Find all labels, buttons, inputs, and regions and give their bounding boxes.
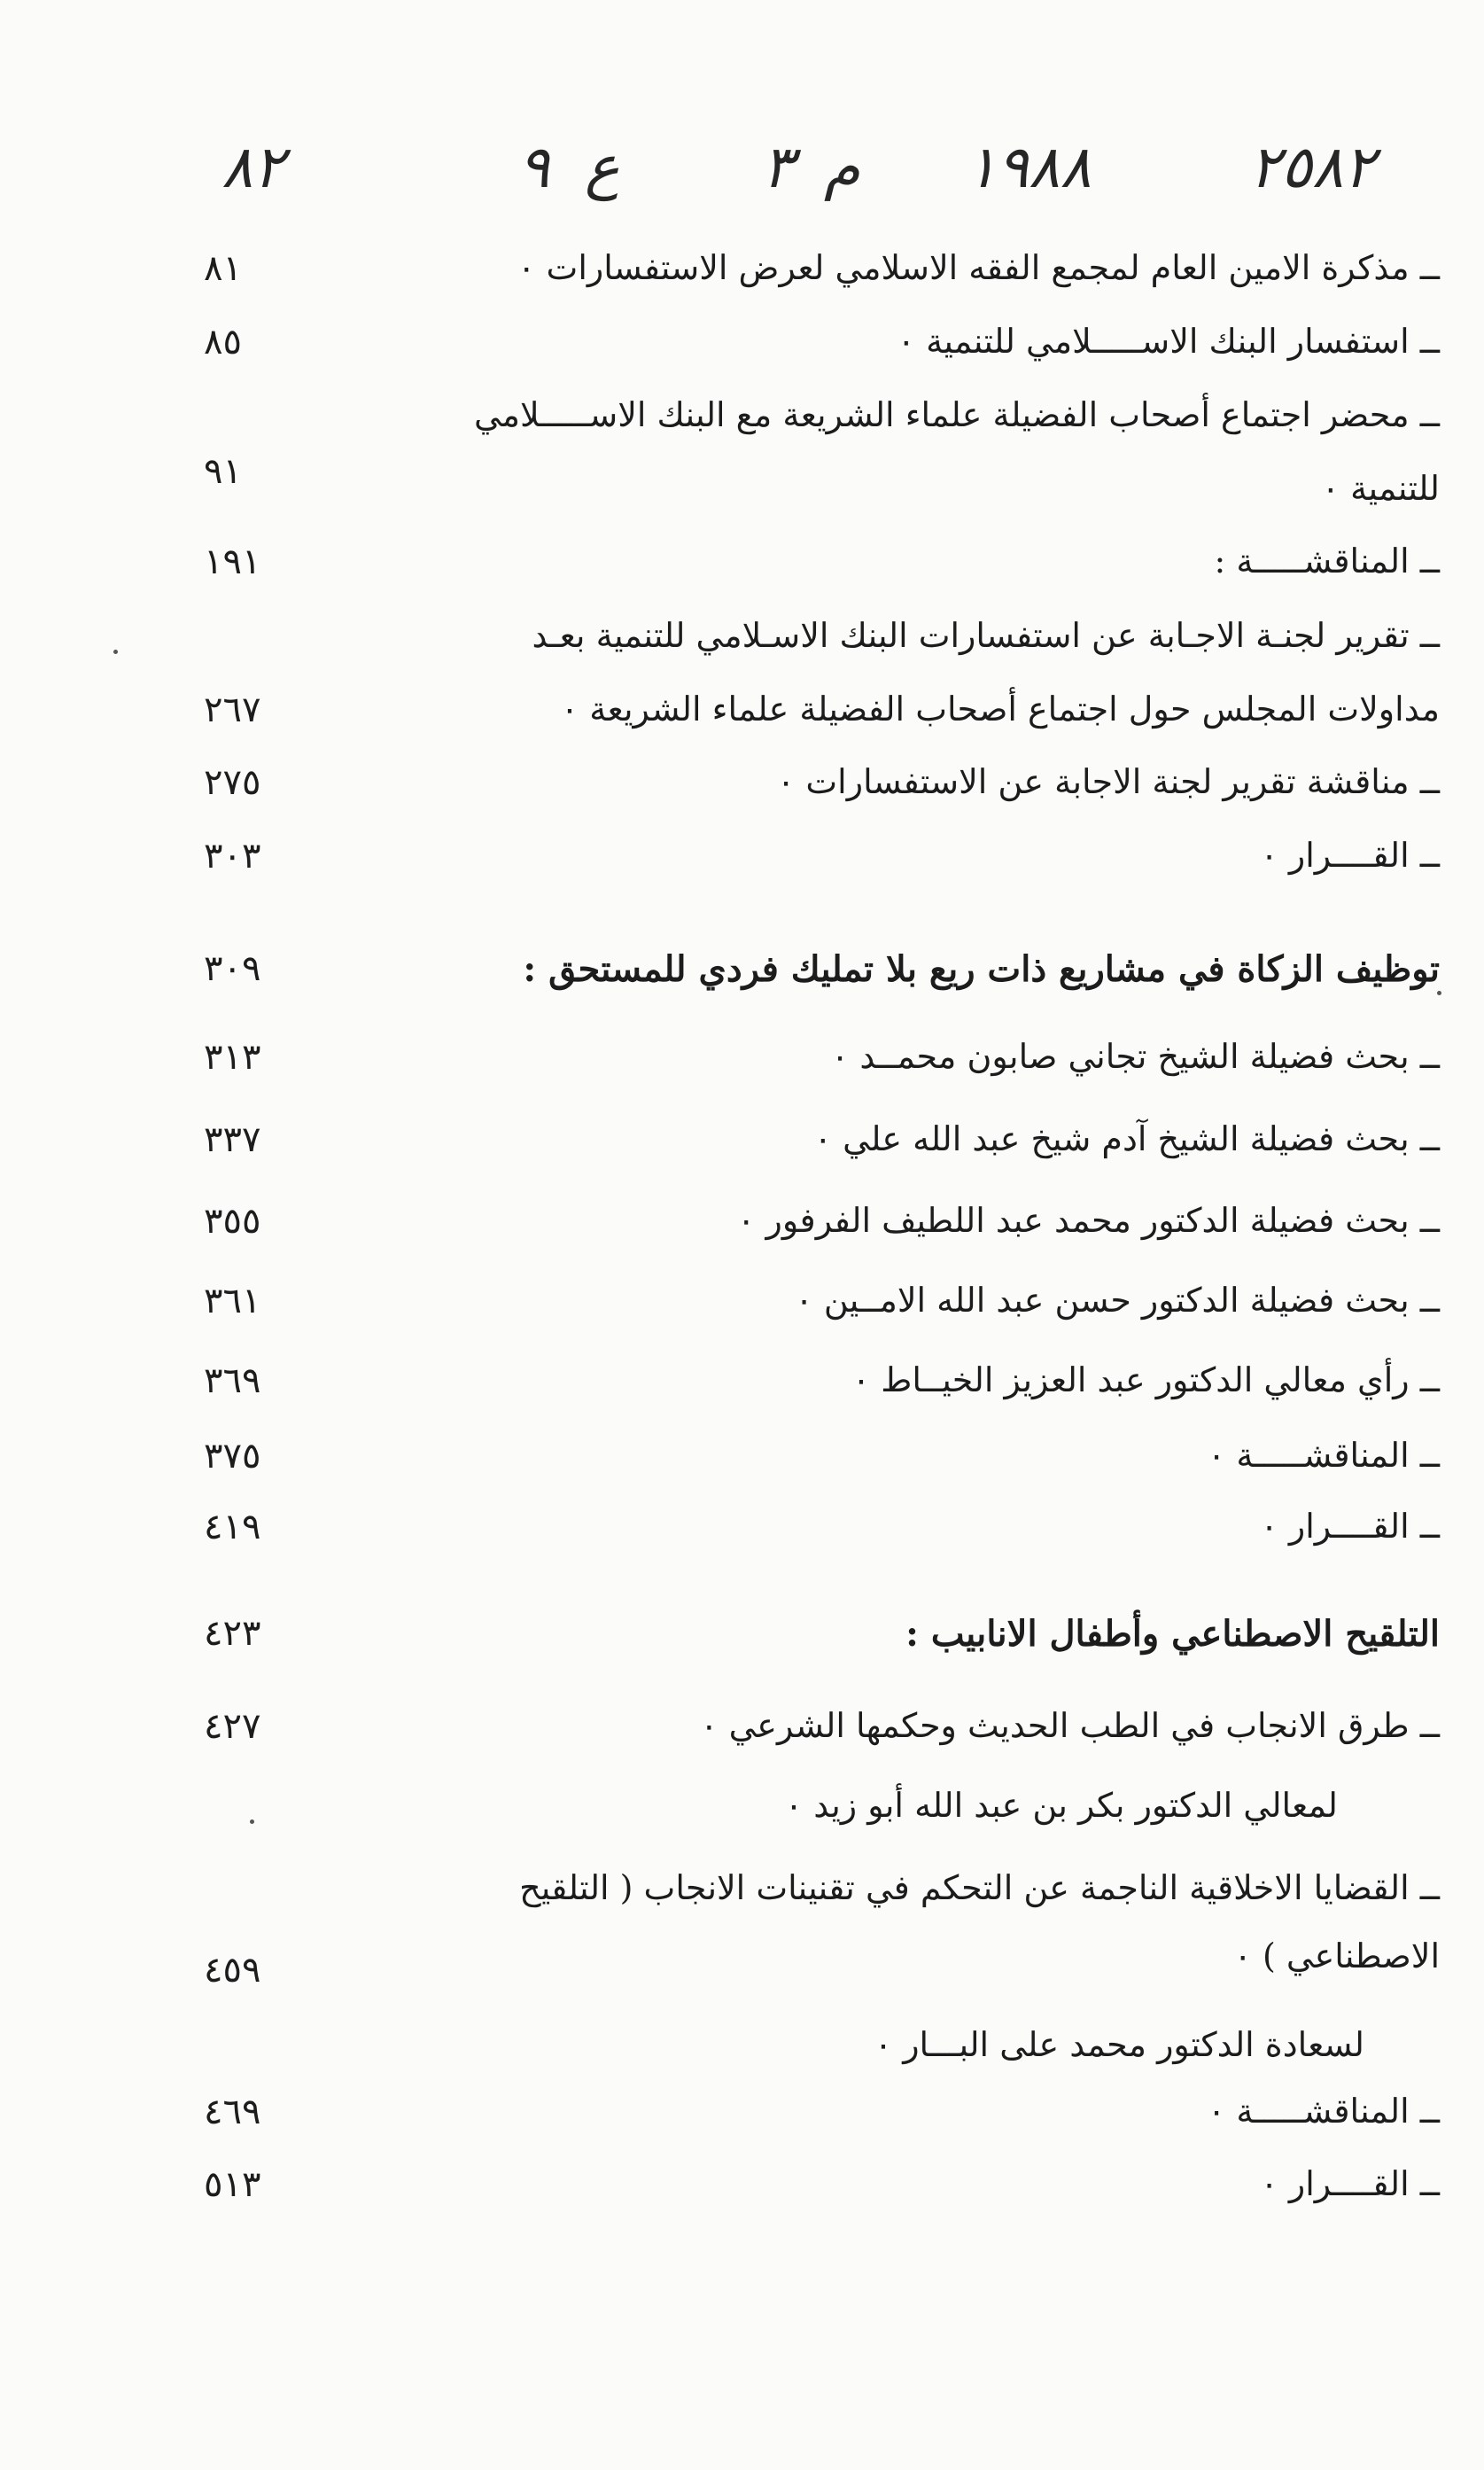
handwritten-mark-3: ع: [585, 133, 620, 201]
toc-entry-title: ــ تقرير لجنـة الاجـابة عن استفسارات البنك الاسـلامي للتنمية بعـد: [532, 616, 1440, 655]
handwritten-mark-5: م: [824, 133, 860, 201]
scan-speck: [250, 1819, 254, 1824]
toc-entry-title: ــ استفسار البنك الاســـــلامي للتنمية ٠: [897, 322, 1440, 361]
toc-entry-page: ١٩١: [204, 542, 261, 582]
toc-entry-title: ــ رأي معالي الدكتور عبد العزيز الخيــاط ٠: [851, 1360, 1440, 1399]
toc-entry-page: ٣١٣: [204, 1037, 261, 1078]
toc-entry-page: ٣٣٧: [204, 1119, 261, 1160]
toc-entry-page: ٤٢٧: [204, 1706, 261, 1747]
scan-speck: [113, 650, 118, 654]
handwritten-mark-1: ٨٢: [221, 133, 284, 201]
toc-entry-page: ٣٧٥: [204, 1436, 261, 1477]
toc-entry-title: ــ محضر اجتماع أصحاب الفضيلة علماء الشريعة مع البنك الاســـــلامي: [473, 395, 1440, 434]
toc-entry-title: ــ المناقشـــــة :: [1214, 542, 1440, 580]
toc-entry-title: للتنمية ٠: [1321, 469, 1440, 508]
toc-entry-page: ٩١: [204, 451, 242, 492]
handwritten-mark-4: ٣: [762, 133, 794, 201]
toc-entry-title: ــ بحث فضيلة الدكتور حسن عبد الله الامــين ٠: [795, 1281, 1440, 1320]
toc-entry-title: ــ القــــرار ٠: [1260, 2164, 1440, 2203]
handwritten-mark-6: ١٩٨٨: [966, 133, 1092, 201]
toc-entry-page: ٣٦١: [204, 1281, 261, 1321]
toc-entry-author: لسعادة الدكتور محمد على البـــار ٠: [874, 2025, 1364, 2064]
toc-section-title: توظيف الزكاة في مشاريع ذات ريع بلا تمليك فردي للمستحق :: [523, 948, 1440, 990]
toc-entry-title: ــ المناقشـــــة ٠: [1207, 1436, 1440, 1475]
toc-entry-page: ٣٥٥: [204, 1201, 261, 1242]
handwritten-header: [221, 133, 1400, 230]
toc-entry-title: ــ بحث فضيلة الشيخ آدم شيخ عبد الله علي ٠: [813, 1119, 1440, 1158]
toc-entry-title: الاصطناعي ) ٠: [1233, 1936, 1440, 1975]
toc-entry-title: ــ مناقشة تقرير لجنة الاجابة عن الاستفسارات ٠: [776, 762, 1440, 801]
toc-entry-page: ٣٠٣: [204, 836, 261, 877]
toc-entry-title: ــ مذكرة الامين العام لمجمع الفقه الاسلامي لعرض الاستفسارات ٠: [517, 248, 1440, 287]
handwritten-mark-7: ٢٥٨٢: [1249, 133, 1375, 201]
toc-section-page: ٤٢٣: [204, 1613, 261, 1654]
toc-entry-page: ٤٥٩: [204, 1950, 261, 1991]
toc-entry-page: ٤٦٩: [204, 2092, 261, 2132]
toc-entry-page: ٥١٣: [204, 2164, 261, 2205]
toc-entry-page: ٨٥: [204, 322, 242, 362]
toc-entry-page: ٤١٩: [204, 1507, 261, 1547]
toc-entry-title: ــ المناقشـــــة ٠: [1207, 2092, 1440, 2131]
handwritten-mark-2: ٩: [518, 133, 550, 201]
toc-entry-page: ٢٦٧: [204, 690, 261, 730]
toc-entry-title: ــ بحث فضيلة الشيخ تجاني صابون محمــد ٠: [830, 1037, 1440, 1076]
toc-entry-page: ٣٦٩: [204, 1360, 261, 1401]
toc-entry-title: مداولات المجلس حول اجتماع أصحاب الفضيلة علماء الشريعة ٠: [560, 690, 1440, 729]
toc-entry-title: ــ طرق الانجاب في الطب الحديث وحكمها الشرعي ٠: [700, 1706, 1440, 1745]
toc-entry-title: ــ القــــرار ٠: [1260, 1507, 1440, 1546]
toc-entry-page: ٢٧٥: [204, 762, 261, 803]
toc-entry-title: ــ القضايا الاخلاقية الناجمة عن التحكم في تقنينات الانجاب ( التلقيح: [519, 1868, 1440, 1907]
toc-section-page: ٣٠٩: [204, 948, 261, 989]
scan-speck: [1437, 991, 1441, 995]
toc-entry-page: ٨١: [204, 248, 242, 289]
toc-section-title: التلقيح الاصطناعي وأطفال الانابيب :: [905, 1613, 1440, 1655]
toc-entry-title: ــ بحث فضيلة الدكتور محمد عبد اللطيف الفرفور ٠: [737, 1201, 1440, 1240]
toc-entry-author: لمعالي الدكتور بكر بن عبد الله أبو زيد ٠: [784, 1786, 1338, 1825]
toc-entry-title: ــ القــــرار ٠: [1260, 836, 1440, 875]
